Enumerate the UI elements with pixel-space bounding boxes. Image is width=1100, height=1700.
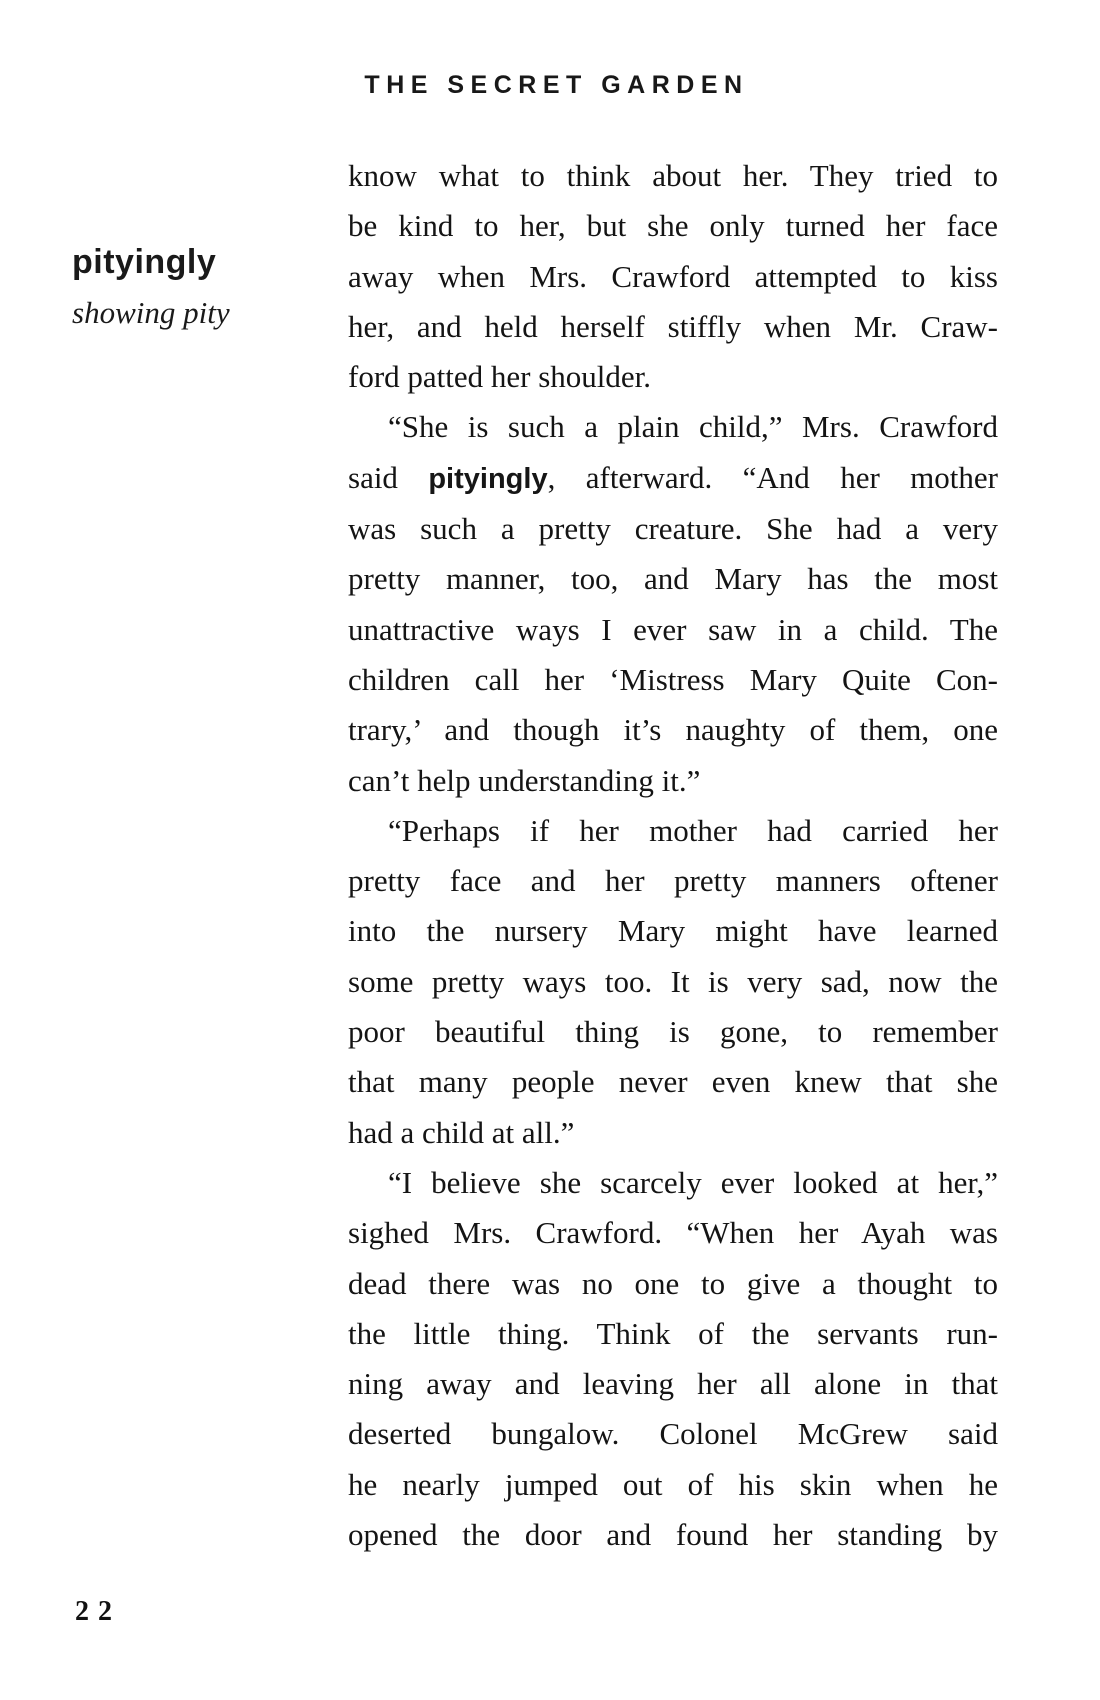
body-line: know what to think about her. They tried to [348, 158, 998, 193]
running-head: THE SECRET GARDEN [364, 71, 749, 99]
body-line: her, and held herself stiffly when Mr. Craw- [348, 308, 998, 344]
body-line: away when Mrs. Crawford attempted to kiss [348, 258, 998, 294]
body-line: pretty manner, too, and Mary has the most [348, 561, 998, 597]
body-line: into the nursery Mary might have learned [348, 913, 998, 949]
body-line: he nearly jumped out of his skin when he [348, 1466, 998, 1502]
body-line: trary,’ and though it’s naughty of them, one [348, 712, 998, 748]
margin-vocab-note [72, 243, 332, 332]
body-line: some pretty ways too. It is very sad, now the [348, 963, 998, 999]
vocab-definition: showing pity [72, 295, 230, 330]
body-line: be kind to her, but she only turned her face [348, 208, 998, 244]
body-line: opened the door and found her standing by [348, 1517, 998, 1553]
body-line: pretty face and her pretty manners oftener [348, 863, 998, 899]
body-line: had a child at all.” [348, 1114, 575, 1150]
body-line: was such a pretty creature. She had a very [348, 511, 998, 547]
vocab-word-inline: pityingly [428, 462, 548, 495]
body-line: sighed Mrs. Crawford. “When her Ayah was [348, 1215, 998, 1251]
body-line: that many people never even knew that she [348, 1064, 998, 1100]
body-line: ning away and leaving her all alone in that [348, 1366, 998, 1402]
body-line: unattractive ways I ever saw in a child. The [348, 611, 998, 647]
body-line: the little thing. Think of the servants run- [348, 1315, 998, 1351]
body-line: ford patted her shoulder. [348, 359, 652, 395]
body-line: “I believe she scarcely ever looked at her,” [388, 1164, 998, 1200]
body-line: “She is such a plain child,” Mrs. Crawford [388, 409, 998, 445]
body-line: children call her ‘Mistress Mary Quite Con- [348, 661, 998, 697]
vocab-term: pityingly [72, 243, 217, 281]
body-line: dead there was no one to give a thought to [348, 1265, 998, 1301]
body-line: deserted bungalow. Colonel McGrew said [348, 1416, 998, 1452]
body-line: said pityingly, afterward. “And her mother [348, 459, 998, 495]
page-number: 22 [75, 1596, 121, 1627]
body-line: “Perhaps if her mother had carried her [388, 812, 998, 848]
body-line: can’t help understanding it.” [348, 762, 701, 798]
body-text [348, 151, 998, 1560]
body-line: poor beautiful thing is gone, to remember [348, 1014, 998, 1050]
